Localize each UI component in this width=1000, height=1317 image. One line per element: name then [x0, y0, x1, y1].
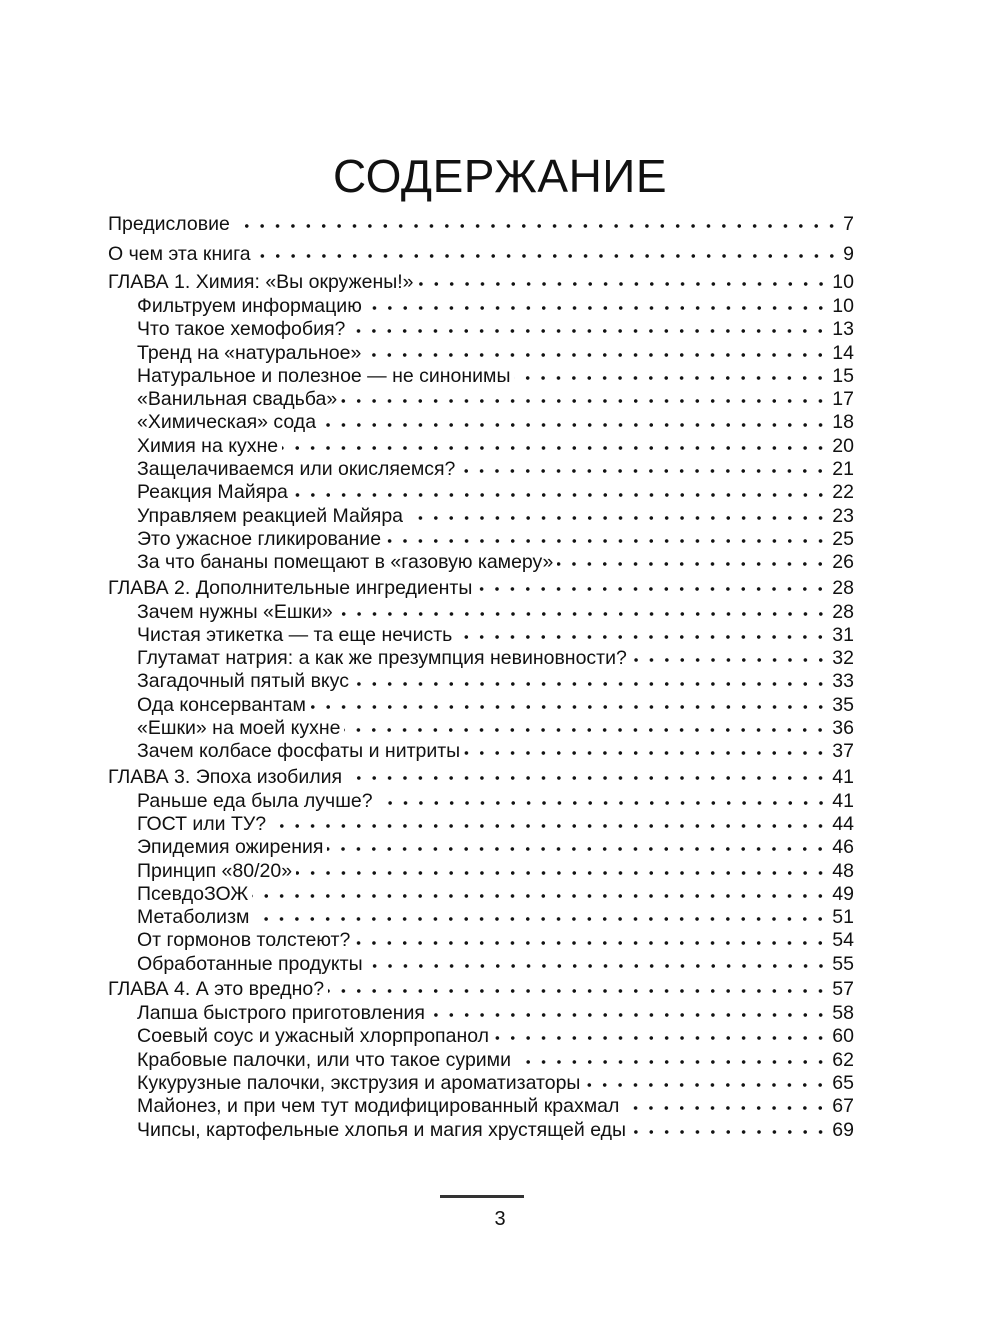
toc-dot-leader — [493, 1033, 828, 1043]
toc-dot-leader — [353, 679, 828, 689]
toc-section-row — [108, 670, 854, 693]
toc-section-row — [108, 740, 854, 763]
toc-section-row — [108, 481, 854, 504]
toc-dot-leader — [365, 350, 828, 360]
toc-entry-title: Предисловие — [108, 213, 230, 235]
toc-entry-title: Химия на кухне — [137, 434, 279, 457]
toc-entry-title: ГЛАВА 1. Химия: «Вы окружены!» — [108, 271, 414, 293]
toc-entry-page: 25 — [832, 527, 854, 550]
toc-entry-title: Натуральное и полезное — не синонимы — [137, 364, 511, 387]
toc-entry-title: Раньше еда была лучше? — [137, 789, 373, 812]
toc-entry-page: 35 — [832, 693, 854, 716]
toc-entry-title: Зачем колбасе фосфаты и нитриты — [137, 740, 461, 763]
toc-entry-page: 67 — [832, 1095, 854, 1118]
toc-section-row — [108, 813, 854, 836]
toc-entry-page: 33 — [832, 670, 854, 693]
toc-dot-leader — [328, 986, 828, 996]
toc-entry-page: 37 — [832, 740, 854, 763]
toc-section-row — [108, 388, 854, 411]
toc-entry-title: Чипсы, картофельные хлопья и магия хрустящей еды — [137, 1118, 627, 1141]
toc-section-row — [108, 505, 854, 528]
toc-entry-title: Зачем нужны «Ешки» — [137, 600, 333, 623]
toc-entry-title: ГЛАВА 3. Эпоха изобилия — [108, 765, 343, 788]
toc-dot-leader — [623, 1103, 828, 1113]
toc-dot-leader — [407, 513, 828, 523]
toc-chapter-row — [108, 575, 854, 601]
toc-section-row — [108, 1002, 854, 1025]
toc-section-row — [108, 1072, 854, 1095]
toc-entry-page: 49 — [832, 882, 854, 905]
toc-entry-title: Метаболизм — [137, 906, 250, 929]
page-number: 3 — [494, 1208, 506, 1230]
toc-dot-leader — [459, 466, 828, 476]
toc-entry-page: 46 — [832, 836, 854, 859]
toc-entry-page: 65 — [832, 1071, 854, 1094]
toc-dot-leader — [255, 251, 840, 261]
toc-entry-title: Чистая этикетка — та еще нечисть — [137, 623, 453, 646]
toc-dot-leader — [367, 961, 829, 971]
toc-entry-title: Крабовые палочки, или что такое сурими — [137, 1048, 511, 1071]
toc-entry-title: Лапша быстрого приготовления — [137, 1002, 425, 1025]
toc-dot-leader — [476, 584, 828, 594]
toc-entry-title: Соевый соус и ужасный хлорпропанол — [137, 1025, 490, 1048]
toc-dot-leader — [418, 279, 829, 289]
toc-dot-leader — [456, 632, 828, 642]
toc-section-row — [108, 1049, 854, 1072]
toc-entry-page: 44 — [832, 812, 854, 835]
toc-entry-page: 23 — [832, 504, 854, 527]
toc-entry-page: 32 — [832, 647, 854, 670]
toc-entry-title: Кукурузные палочки, экструзия и ароматизаторы — [137, 1071, 581, 1094]
toc-section-row — [108, 365, 854, 388]
toc-chapter-row — [108, 976, 854, 1002]
toc-entry-page: 28 — [832, 576, 854, 599]
toc-entry-title: Обработанные продукты — [137, 952, 363, 975]
toc-section-row — [108, 647, 854, 670]
toc-entry-title: ГЛАВА 2. Дополнительные ингредиенты — [108, 576, 473, 599]
toc-entry-title: Эпидемия ожирения — [137, 836, 324, 859]
toc-entry-page: 41 — [832, 765, 854, 788]
toc-dot-leader — [337, 609, 829, 619]
toc-dot-leader — [464, 748, 828, 758]
toc-dot-leader — [252, 891, 828, 901]
toc-entry-title: ГОСТ или ТУ? — [137, 812, 267, 835]
toc-entry-title: «Ванильная свадьба» — [137, 388, 338, 411]
toc-entry-page: 26 — [832, 551, 854, 574]
toc-section-row — [108, 717, 854, 740]
toc-front-row — [108, 210, 854, 240]
toc-section-row — [108, 318, 854, 341]
toc-entry-title: Это ужасное гликирование — [137, 527, 382, 550]
toc-entry-title: Глутамат натрия: а как же презумпция невиновности? — [137, 647, 627, 670]
toc-dot-leader — [429, 1010, 828, 1020]
toc-section-row — [108, 528, 854, 551]
toc-entry-page: 21 — [832, 458, 854, 481]
toc-chapter-row — [108, 764, 854, 790]
toc-entry-page: 7 — [843, 213, 854, 235]
toc-section-row — [108, 1095, 854, 1118]
toc-dot-leader — [344, 725, 828, 735]
toc-chapter-row — [108, 269, 854, 295]
toc-dot-leader — [366, 303, 828, 313]
toc-section-row — [108, 624, 854, 647]
toc-dot-leader — [234, 221, 839, 231]
toc-entry-page: 10 — [832, 295, 854, 317]
toc-entry-page: 62 — [832, 1048, 854, 1071]
toc-entry-title: Что такое хемофобия? — [137, 318, 346, 341]
toc-entry-page: 18 — [832, 411, 854, 434]
toc-section-row — [108, 790, 854, 813]
page-title: СОДЕРЖАНИЕ — [332, 150, 668, 202]
toc-entry-page: 48 — [832, 859, 854, 882]
toc-section-row — [108, 295, 854, 318]
toc-dot-leader — [515, 1057, 828, 1067]
toc-entry-title: Управляем реакцией Майяра — [137, 504, 404, 527]
toc-dot-leader — [320, 420, 828, 430]
toc-dot-leader — [354, 938, 828, 948]
toc-entry-page: 60 — [832, 1025, 854, 1048]
toc-section-row — [108, 435, 854, 458]
toc-entry-title: Майонез, и при чем тут модифицированный крахмал — [137, 1095, 620, 1118]
toc-section-row — [108, 906, 854, 929]
toc-entry-page: 36 — [832, 717, 854, 740]
toc-dot-leader — [557, 559, 828, 569]
toc-section-row — [108, 411, 854, 434]
toc-entry-page: 41 — [832, 789, 854, 812]
table-of-contents — [108, 210, 854, 1142]
toc-entry-page: 17 — [832, 388, 854, 411]
toc-dot-leader — [296, 868, 828, 878]
toc-entry-title: Принцип «80/20» — [137, 859, 293, 882]
toc-entry-page: 57 — [832, 978, 854, 1001]
toc-entry-page: 54 — [832, 929, 854, 952]
toc-entry-page: 69 — [832, 1118, 854, 1141]
toc-section-row — [108, 342, 854, 365]
toc-entry-page: 22 — [832, 481, 854, 504]
toc-entry-title: ПсевдоЗОЖ — [137, 882, 249, 905]
toc-section-row — [108, 1025, 854, 1048]
toc-entry-title: За что бананы помещают в «газовую камеру» — [137, 551, 554, 574]
toc-section-row — [108, 860, 854, 883]
toc-section-row — [108, 953, 854, 976]
toc-dot-leader — [349, 326, 828, 336]
toc-entry-title: «Химическая» сода — [137, 411, 317, 434]
toc-entry-title: Загадочный пятый вкус — [137, 670, 349, 693]
toc-section-row — [108, 601, 854, 624]
toc-entry-title: Фильтруем информацию — [137, 295, 362, 317]
toc-entry-page: 14 — [832, 341, 854, 364]
toc-dot-leader — [292, 490, 828, 500]
toc-entry-title: «Ешки» на моей кухне — [137, 717, 341, 740]
toc-dot-leader — [514, 373, 828, 383]
toc-entry-page: 28 — [832, 600, 854, 623]
toc-section-row — [108, 1119, 854, 1142]
toc-dot-leader — [253, 914, 828, 924]
toc-section-row — [108, 458, 854, 481]
toc-dot-leader — [631, 655, 828, 665]
toc-entry-title: Реакция Майяра — [137, 481, 288, 504]
toc-section-row — [108, 883, 854, 906]
toc-entry-page: 20 — [832, 434, 854, 457]
toc-dot-leader — [310, 702, 828, 712]
toc-entry-title: Ода консервантам — [137, 693, 306, 716]
toc-entry-title: Защелачиваемся или окисляемся? — [137, 458, 456, 481]
toc-entry-page: 10 — [832, 271, 854, 293]
toc-entry-title: От гормонов толстеют? — [137, 929, 351, 952]
toc-entry-page: 55 — [832, 952, 854, 975]
toc-entry-title: Тренд на «натуральное» — [137, 341, 362, 364]
toc-dot-leader — [377, 798, 829, 808]
toc-dot-leader — [282, 443, 828, 453]
toc-dot-leader — [346, 773, 828, 783]
toc-section-row — [108, 836, 854, 859]
toc-entry-page: 13 — [832, 318, 854, 341]
toc-dot-leader — [630, 1127, 828, 1137]
toc-section-row — [108, 694, 854, 717]
toc-entry-page: 51 — [832, 906, 854, 929]
toc-section-row — [108, 929, 854, 952]
toc-entry-title: ГЛАВА 4. А это вредно? — [108, 978, 325, 1001]
toc-entry-page: 9 — [843, 242, 854, 265]
toc-dot-leader — [270, 821, 828, 831]
toc-entry-title: О чем эта книга — [108, 242, 251, 265]
toc-entry-page: 31 — [832, 623, 854, 646]
toc-dot-leader — [584, 1080, 828, 1090]
toc-front-row — [108, 240, 854, 270]
page-number-rule — [440, 1195, 524, 1198]
toc-entry-page: 15 — [832, 364, 854, 387]
toc-section-row — [108, 551, 854, 574]
toc-dot-leader — [341, 396, 828, 406]
toc-dot-leader — [385, 536, 828, 546]
toc-entry-page: 58 — [832, 1002, 854, 1025]
toc-dot-leader — [327, 844, 828, 854]
